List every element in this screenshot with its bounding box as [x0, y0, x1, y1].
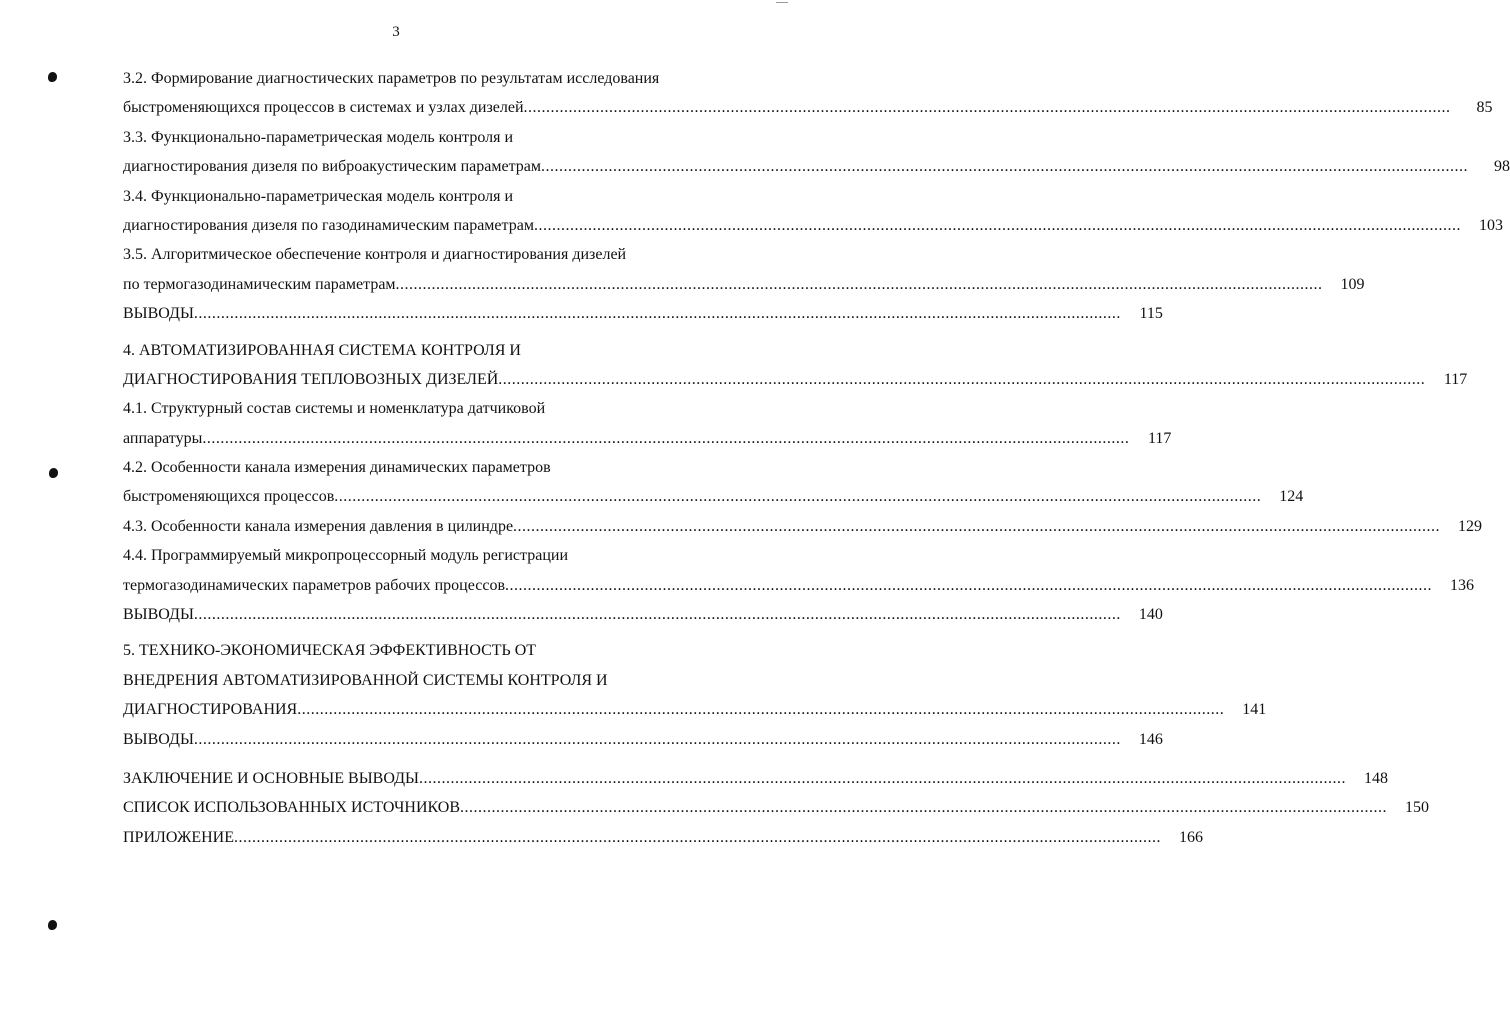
toc-entry-title: ВЫВОДЫ [123, 730, 194, 748]
toc-page-number: 117 [1443, 370, 1468, 388]
toc-entry-title: термогазодинамических параметров рабочих процессов [123, 576, 505, 594]
toc-page-number: 98 [1494, 158, 1510, 176]
toc-entry-title: 3.4. Функционально-параметрическая модель контроля и [123, 187, 514, 205]
toc-entry-title: диагностирования дизеля по газодинамическим параметрам [123, 216, 534, 234]
toc-entry-title: 5. ТЕХНИКО-ЭКОНОМИЧЕСКАЯ ЭФФЕКТИВНОСТЬ ОТ [123, 642, 537, 660]
toc-page-number: 136 [1450, 576, 1474, 594]
toc-entry-line [123, 453, 727, 482]
toc-entry-line [123, 666, 727, 695]
toc-dot-leader: .............................................................................................................................................................................................................. [193, 606, 1121, 624]
toc-entry-title: 4.2. Особенности канала измерения динамических параметров [123, 459, 551, 477]
toc-entry[interactable] [123, 725, 1163, 754]
toc-entry[interactable] [123, 240, 1365, 299]
toc-entry-line [123, 793, 1430, 822]
toc-entry[interactable] [123, 394, 1172, 453]
toc-dot-leader: .............................................................................................................................................................................................................. [418, 769, 1346, 787]
toc-dot-leader: .............................................................................................................................................................................................................. [234, 828, 1162, 846]
toc-dot-leader: .............................................................................................................................................................................................................. [193, 305, 1121, 323]
toc-entry-title: ВЫВОДЫ [123, 606, 194, 624]
toc-entry[interactable] [123, 453, 1304, 512]
toc-entry-line [123, 270, 1365, 299]
toc-entry-title: ЗАКЛЮЧЕНИЕ И ОСНОВНЫЕ ВЫВОДЫ [123, 769, 419, 787]
toc-page-number: 115 [1139, 305, 1163, 323]
toc-dot-leader: .............................................................................................................................................................................................................. [460, 799, 1388, 817]
page-number: 3 [392, 24, 400, 40]
toc-entry-line [123, 571, 1474, 600]
toc-page-number: 103 [1478, 216, 1503, 234]
toc-entry-line [123, 93, 1493, 122]
toc-entry-line [123, 240, 727, 269]
toc-entry[interactable] [123, 823, 1204, 852]
toc-page-number: 148 [1363, 769, 1388, 787]
toc-entry-title: 3.3. Функционально-параметрическая модель контроля и [123, 128, 514, 146]
toc-entry-title: 4.4. Программируемый микропроцессорный модуль регистрации [123, 547, 568, 565]
section-gap [123, 629, 727, 636]
toc-entry-line [123, 764, 1388, 793]
toc-entry-title: 4.1. Структурный состав системы и номенклатура датчиковой [123, 400, 546, 418]
toc-entry-line [123, 424, 1172, 453]
toc-dot-leader: .............................................................................................................................................................................................................. [513, 517, 1441, 535]
toc-entry-line [123, 636, 727, 665]
section-gap [123, 754, 727, 764]
table-of-contents [123, 64, 1510, 852]
toc-entry-line [123, 695, 1267, 724]
toc-dot-leader: .............................................................................................................................................................................................................. [505, 576, 1432, 594]
toc-entry-title: 4. АВТОМАТИЗИРОВАННАЯ СИСТЕМА КОНТРОЛЯ И [123, 341, 521, 359]
toc-entry[interactable] [123, 764, 1388, 793]
toc-dot-leader: .............................................................................................................................................................................................................. [202, 429, 1130, 447]
toc-page-number: 166 [1179, 828, 1204, 846]
toc-entry-line [123, 336, 727, 365]
toc-entry[interactable] [123, 793, 1430, 822]
toc-entry-line [123, 182, 727, 211]
toc-page-number: 141 [1242, 701, 1267, 719]
toc-entry-line [123, 541, 727, 570]
toc-entry-title: ВЫВОДЫ [123, 305, 194, 323]
toc-entry-title: ДИАГНОСТИРОВАНИЯ ТЕПЛОВОЗНЫХ ДИЗЕЛЕЙ [123, 370, 499, 388]
toc-entry-line [123, 512, 1483, 541]
toc-entry-title: быстроменяющихся процессов в системах и узлах дизелей [123, 99, 524, 117]
toc-section [123, 764, 1430, 852]
punch-hole-mark-top [48, 72, 57, 82]
toc-entry-line [123, 64, 727, 93]
punch-hole-mark-bottom [48, 920, 57, 930]
toc-dot-leader: .............................................................................................................................................................................................................. [395, 275, 1323, 293]
toc-entry-title: 3.2. Формирование диагностических параметров по результатам исследования [123, 70, 660, 87]
punch-hole-mark-middle [49, 468, 58, 478]
toc-entry-title: быстроменяющихся процессов [123, 488, 335, 506]
toc-entry-title: по термогазодинамическим параметрам [123, 275, 396, 293]
toc-page-number: 117 [1147, 429, 1172, 447]
section-gap [123, 329, 727, 336]
toc-page-number: 129 [1458, 517, 1483, 535]
toc-page-number: 140 [1138, 606, 1163, 624]
toc-section [123, 636, 1267, 754]
toc-entry-line [123, 823, 1204, 852]
toc-entry-title: диагностирования дизеля по виброакустическим параметрам [123, 158, 542, 176]
toc-entry-title: ПРИЛОЖЕНИЕ [123, 828, 235, 846]
toc-dot-leader: .............................................................................................................................................................................................................. [498, 370, 1426, 388]
toc-dot-leader: .............................................................................................................................................................................................................. [334, 488, 1262, 506]
toc-entry-title: 3.5. Алгоритмическое обеспечение контроля и диагностирования дизелей [123, 246, 627, 264]
toc-dot-leader: .............................................................................................................................................................................................................. [297, 701, 1225, 719]
toc-page-number: 85 [1476, 99, 1493, 117]
toc-entry-line [123, 211, 1503, 240]
toc-entry-line [123, 123, 727, 152]
toc-page-number: 124 [1279, 488, 1304, 506]
toc-entry-title: 4.3. Особенности канала измерения давления в цилиндре [123, 517, 514, 535]
toc-entry[interactable] [123, 636, 1267, 724]
toc-entry-line [123, 482, 1304, 511]
toc-entry-title: СПИСОК ИСПОЛЬЗОВАННЫХ ИСТОЧНИКОВ [123, 799, 461, 817]
toc-dot-leader: .............................................................................................................................................................................................................. [541, 158, 1469, 176]
scan-corner-mark [776, 2, 788, 3]
toc-entry[interactable] [123, 123, 1510, 182]
toc-page-number: 150 [1405, 799, 1430, 817]
toc-entry[interactable] [123, 512, 1483, 541]
toc-entry[interactable] [123, 299, 1163, 328]
toc-entry[interactable] [123, 182, 1503, 241]
toc-entry-title: ДИАГНОСТИРОВАНИЯ [123, 701, 298, 719]
toc-entry-title: ВНЕДРЕНИЯ АВТОМАТИЗИРОВАННОЙ СИСТЕМЫ КОНТРОЛЯ И [123, 671, 608, 689]
toc-entry[interactable] [123, 600, 1163, 629]
toc-entry-line [123, 299, 1163, 328]
toc-entry[interactable] [123, 64, 1493, 123]
toc-entry-line [123, 394, 727, 423]
toc-entry[interactable] [123, 336, 1468, 395]
toc-dot-leader: .............................................................................................................................................................................................................. [523, 99, 1451, 117]
toc-section [123, 64, 1510, 329]
toc-entry[interactable] [123, 541, 1474, 600]
toc-entry-line [123, 152, 1510, 181]
toc-entry-line [123, 365, 1468, 394]
toc-dot-leader: .............................................................................................................................................................................................................. [193, 730, 1121, 748]
toc-section [123, 336, 1483, 630]
toc-dot-leader: .............................................................................................................................................................................................................. [533, 216, 1461, 234]
toc-entry-line [123, 725, 1163, 754]
toc-page-number: 146 [1138, 730, 1163, 748]
toc-entry-line [123, 600, 1163, 629]
toc-entry-title: аппаратуры [123, 429, 203, 447]
toc-page-number: 109 [1340, 275, 1365, 293]
